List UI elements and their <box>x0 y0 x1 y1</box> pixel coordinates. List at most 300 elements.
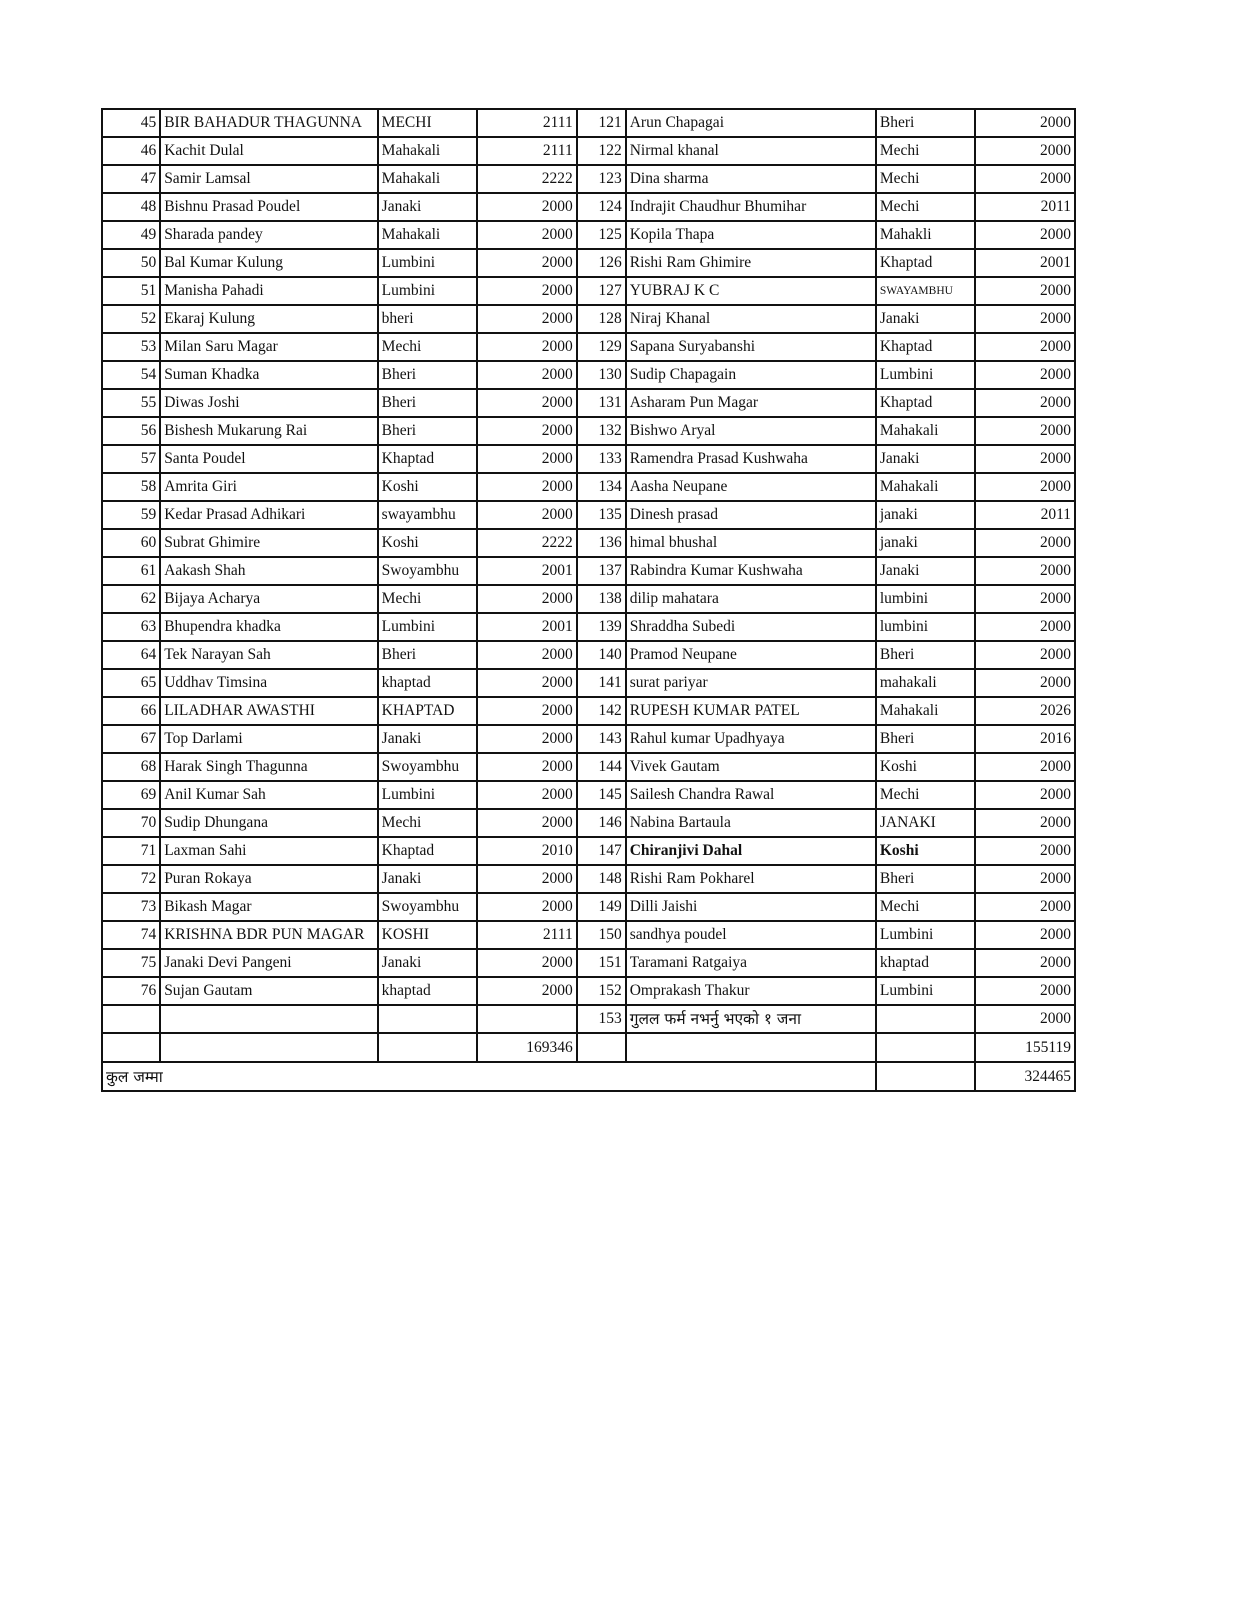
right-member-name: Omprakash Thakur <box>626 977 876 1005</box>
table-row <box>102 557 1075 585</box>
table-row <box>102 893 1075 921</box>
right-amount: 2000 <box>975 473 1075 501</box>
left-member-name: Sharada pandey <box>160 221 377 249</box>
left-row-number: 71 <box>102 837 160 865</box>
left-region <box>378 1005 477 1033</box>
right-member-name: YUBRAJ K C <box>626 277 876 305</box>
left-member-name: Samir Lamsal <box>160 165 377 193</box>
grand-total-amount: 324465 <box>975 1062 1075 1091</box>
left-member-name: Tek Narayan Sah <box>160 641 377 669</box>
right-region: Mechi <box>876 893 975 921</box>
left-amount: 2000 <box>477 697 577 725</box>
left-row-number: 73 <box>102 893 160 921</box>
left-row-number: 64 <box>102 641 160 669</box>
right-row-number: 124 <box>577 193 626 221</box>
right-amount: 2000 <box>975 641 1075 669</box>
left-amount: 2000 <box>477 865 577 893</box>
right-row-number: 139 <box>577 613 626 641</box>
table-footer <box>102 1033 1075 1091</box>
left-row-number: 54 <box>102 361 160 389</box>
left-member-name: Manisha Pahadi <box>160 277 377 305</box>
left-amount: 2010 <box>477 837 577 865</box>
left-region: khaptad <box>378 977 477 1005</box>
left-row-number: 45 <box>102 109 160 137</box>
right-amount: 2000 <box>975 221 1075 249</box>
right-region: janaki <box>876 529 975 557</box>
right-member-name: sandhya poudel <box>626 921 876 949</box>
right-region: Lumbini <box>876 921 975 949</box>
left-row-number: 57 <box>102 445 160 473</box>
left-member-name: Amrita Giri <box>160 473 377 501</box>
right-amount: 2000 <box>975 165 1075 193</box>
right-amount: 2000 <box>975 137 1075 165</box>
right-region <box>876 1005 975 1033</box>
left-row-number: 67 <box>102 725 160 753</box>
right-row-number: 135 <box>577 501 626 529</box>
right-row-number: 148 <box>577 865 626 893</box>
table-row <box>102 277 1075 305</box>
right-amount: 2000 <box>975 445 1075 473</box>
table-row <box>102 641 1075 669</box>
right-member-name: Chiranjivi Dahal <box>626 837 876 865</box>
left-region: Janaki <box>378 193 477 221</box>
left-region: Koshi <box>378 473 477 501</box>
right-member-name: Taramani Ratgaiya <box>626 949 876 977</box>
right-region: SWAYAMBHU <box>876 277 975 305</box>
subtotal-row <box>102 1033 1075 1062</box>
right-region: JANAKI <box>876 809 975 837</box>
right-amount: 2000 <box>975 893 1075 921</box>
right-row-number: 141 <box>577 669 626 697</box>
right-amount: 2000 <box>975 557 1075 585</box>
right-region: Mahakli <box>876 221 975 249</box>
left-amount: 2000 <box>477 725 577 753</box>
left-row-number: 52 <box>102 305 160 333</box>
left-member-name: Bishesh Mukarung Rai <box>160 417 377 445</box>
right-member-name: Sailesh Chandra Rawal <box>626 781 876 809</box>
left-amount: 2000 <box>477 305 577 333</box>
right-region: Mahakali <box>876 473 975 501</box>
left-region: Mahakali <box>378 137 477 165</box>
right-row-number: 126 <box>577 249 626 277</box>
left-member-name: Milan Saru Magar <box>160 333 377 361</box>
right-row-number: 145 <box>577 781 626 809</box>
left-row-number <box>102 1005 160 1033</box>
table-row <box>102 977 1075 1005</box>
left-region: Bheri <box>378 417 477 445</box>
right-amount: 2000 <box>975 949 1075 977</box>
left-region: KHAPTAD <box>378 697 477 725</box>
left-amount: 2111 <box>477 137 577 165</box>
left-amount: 2000 <box>477 473 577 501</box>
right-member-name: Rahul kumar Upadhyaya <box>626 725 876 753</box>
right-amount: 2011 <box>975 193 1075 221</box>
table-row <box>102 809 1075 837</box>
right-region: lumbini <box>876 613 975 641</box>
left-amount: 2000 <box>477 221 577 249</box>
right-member-name: Shraddha Subedi <box>626 613 876 641</box>
left-amount: 2000 <box>477 753 577 781</box>
right-amount: 2000 <box>975 361 1075 389</box>
table-row <box>102 865 1075 893</box>
right-row-number: 129 <box>577 333 626 361</box>
left-amount: 2000 <box>477 193 577 221</box>
right-amount: 2000 <box>975 585 1075 613</box>
right-region: Janaki <box>876 557 975 585</box>
table-row <box>102 193 1075 221</box>
left-member-name: Sudip Dhungana <box>160 809 377 837</box>
left-member-name: Bhupendra khadka <box>160 613 377 641</box>
left-row-number: 53 <box>102 333 160 361</box>
left-amount: 2000 <box>477 781 577 809</box>
left-row-number: 76 <box>102 977 160 1005</box>
left-member-name: Bal Kumar Kulung <box>160 249 377 277</box>
right-member-name: Kopila Thapa <box>626 221 876 249</box>
right-member-name: Dinesh prasad <box>626 501 876 529</box>
right-member-name: Sapana Suryabanshi <box>626 333 876 361</box>
right-region: Lumbini <box>876 977 975 1005</box>
right-region: Mahakali <box>876 417 975 445</box>
right-region: Mechi <box>876 165 975 193</box>
right-member-name: Pramod Neupane <box>626 641 876 669</box>
left-region: Mechi <box>378 809 477 837</box>
table-row <box>102 137 1075 165</box>
right-amount: 2000 <box>975 529 1075 557</box>
right-row-number: 150 <box>577 921 626 949</box>
right-region: lumbini <box>876 585 975 613</box>
right-region: khaptad <box>876 949 975 977</box>
left-member-name: Diwas Joshi <box>160 389 377 417</box>
subtotal-empty-cell <box>626 1033 876 1062</box>
left-region: Lumbini <box>378 277 477 305</box>
right-member-name: Arun Chapagai <box>626 109 876 137</box>
left-amount <box>477 1005 577 1033</box>
left-amount: 2000 <box>477 669 577 697</box>
left-region: Janaki <box>378 865 477 893</box>
right-row-number: 143 <box>577 725 626 753</box>
left-row-number: 60 <box>102 529 160 557</box>
right-member-name: Dilli Jaishi <box>626 893 876 921</box>
left-amount: 2000 <box>477 389 577 417</box>
left-member-name: Santa Poudel <box>160 445 377 473</box>
right-member-name: himal bhushal <box>626 529 876 557</box>
left-amount: 2000 <box>477 501 577 529</box>
right-region: Khaptad <box>876 333 975 361</box>
left-row-number: 62 <box>102 585 160 613</box>
table-row <box>102 585 1075 613</box>
right-row-number: 152 <box>577 977 626 1005</box>
right-region: Janaki <box>876 445 975 473</box>
right-member-name: Nabina Bartaula <box>626 809 876 837</box>
right-row-number: 153 <box>577 1005 626 1033</box>
right-member-name: Ramendra Prasad Kushwaha <box>626 445 876 473</box>
left-amount: 2000 <box>477 977 577 1005</box>
left-region: Swoyambhu <box>378 753 477 781</box>
table-row <box>102 501 1075 529</box>
table-body <box>102 109 1075 1033</box>
left-member-name: BIR BAHADUR THAGUNNA <box>160 109 377 137</box>
left-amount: 2001 <box>477 557 577 585</box>
left-member-name: Kedar Prasad Adhikari <box>160 501 377 529</box>
left-row-number: 58 <box>102 473 160 501</box>
left-member-name: Anil Kumar Sah <box>160 781 377 809</box>
subtotal-empty-cell <box>577 1033 626 1062</box>
right-row-number: 131 <box>577 389 626 417</box>
right-region: Mahakali <box>876 697 975 725</box>
table-row <box>102 837 1075 865</box>
right-amount: 2000 <box>975 921 1075 949</box>
left-region: Khaptad <box>378 837 477 865</box>
left-region: khaptad <box>378 669 477 697</box>
right-amount: 2000 <box>975 613 1075 641</box>
left-amount: 2000 <box>477 277 577 305</box>
left-region: Koshi <box>378 529 477 557</box>
left-member-name: Puran Rokaya <box>160 865 377 893</box>
subtotal-empty-cell <box>102 1033 160 1062</box>
right-amount: 2000 <box>975 109 1075 137</box>
left-member-name: Subrat Ghimire <box>160 529 377 557</box>
subtotal-empty-cell <box>378 1033 477 1062</box>
table-row <box>102 249 1075 277</box>
right-amount: 2001 <box>975 249 1075 277</box>
right-row-number: 122 <box>577 137 626 165</box>
right-region: Lumbini <box>876 361 975 389</box>
left-region: Bheri <box>378 641 477 669</box>
table-row <box>102 697 1075 725</box>
table-row <box>102 417 1075 445</box>
left-row-number: 47 <box>102 165 160 193</box>
left-row-number: 50 <box>102 249 160 277</box>
table-row <box>102 221 1075 249</box>
right-amount: 2000 <box>975 333 1075 361</box>
left-row-number: 59 <box>102 501 160 529</box>
left-region: Janaki <box>378 725 477 753</box>
left-amount: 2000 <box>477 417 577 445</box>
left-row-number: 63 <box>102 613 160 641</box>
right-amount: 2000 <box>975 837 1075 865</box>
right-row-number: 128 <box>577 305 626 333</box>
right-amount: 2000 <box>975 1005 1075 1033</box>
right-member-name: Rishi Ram Pokharel <box>626 865 876 893</box>
left-amount: 2000 <box>477 585 577 613</box>
right-row-number: 134 <box>577 473 626 501</box>
left-member-name: Sujan Gautam <box>160 977 377 1005</box>
table-row <box>102 165 1075 193</box>
right-row-number: 125 <box>577 221 626 249</box>
right-row-number: 140 <box>577 641 626 669</box>
left-region: Bheri <box>378 389 477 417</box>
right-member-name: Sudip Chapagain <box>626 361 876 389</box>
left-amount: 2000 <box>477 333 577 361</box>
right-amount: 2011 <box>975 501 1075 529</box>
left-amount: 2000 <box>477 641 577 669</box>
left-region: Lumbini <box>378 249 477 277</box>
right-amount: 2000 <box>975 977 1075 1005</box>
table-row <box>102 781 1075 809</box>
table-row <box>102 1005 1075 1033</box>
right-member-name: Bishwo Aryal <box>626 417 876 445</box>
grand-total-empty-cell <box>876 1062 975 1091</box>
right-member-name: Indrajit Chaudhur Bhumihar <box>626 193 876 221</box>
right-row-number: 142 <box>577 697 626 725</box>
right-member-name: dilip mahatara <box>626 585 876 613</box>
right-amount: 2000 <box>975 417 1075 445</box>
left-row-number: 69 <box>102 781 160 809</box>
right-region: Bheri <box>876 641 975 669</box>
right-row-number: 121 <box>577 109 626 137</box>
right-region: Bheri <box>876 865 975 893</box>
grand-total-label: कुल जम्मा <box>102 1062 876 1091</box>
left-region: bheri <box>378 305 477 333</box>
right-member-name: Asharam Pun Magar <box>626 389 876 417</box>
left-region: Khaptad <box>378 445 477 473</box>
left-amount: 2000 <box>477 893 577 921</box>
table-row <box>102 725 1075 753</box>
right-member-name: Vivek Gautam <box>626 753 876 781</box>
left-row-number: 66 <box>102 697 160 725</box>
right-region: Mechi <box>876 193 975 221</box>
left-row-number: 75 <box>102 949 160 977</box>
right-amount: 2000 <box>975 669 1075 697</box>
table-row <box>102 389 1075 417</box>
left-row-number: 74 <box>102 921 160 949</box>
left-amount: 2111 <box>477 109 577 137</box>
right-member-name: Rishi Ram Ghimire <box>626 249 876 277</box>
right-row-number: 138 <box>577 585 626 613</box>
left-amount: 2000 <box>477 361 577 389</box>
subtotal-empty-cell <box>876 1033 975 1062</box>
left-row-number: 65 <box>102 669 160 697</box>
left-region: Mechi <box>378 585 477 613</box>
left-member-name <box>160 1005 377 1033</box>
left-row-number: 70 <box>102 809 160 837</box>
right-row-number: 151 <box>577 949 626 977</box>
right-region: mahakali <box>876 669 975 697</box>
left-member-name: LILADHAR AWASTHI <box>160 697 377 725</box>
right-region: Koshi <box>876 753 975 781</box>
left-member-name: Janaki Devi Pangeni <box>160 949 377 977</box>
right-member-name: Aasha Neupane <box>626 473 876 501</box>
right-member-name: RUPESH KUMAR PATEL <box>626 697 876 725</box>
table-row <box>102 921 1075 949</box>
right-row-number: 130 <box>577 361 626 389</box>
right-amount: 2000 <box>975 753 1075 781</box>
left-row-number: 51 <box>102 277 160 305</box>
contribution-sheet <box>101 108 1076 1092</box>
left-member-name: Suman Khadka <box>160 361 377 389</box>
table-row <box>102 305 1075 333</box>
left-member-name: Top Darlami <box>160 725 377 753</box>
left-member-name: Uddhav Timsina <box>160 669 377 697</box>
right-row-number: 146 <box>577 809 626 837</box>
left-row-number: 61 <box>102 557 160 585</box>
left-region: Swoyambhu <box>378 893 477 921</box>
left-member-name: Aakash Shah <box>160 557 377 585</box>
left-member-name: Bijaya Acharya <box>160 585 377 613</box>
right-member-name: Nirmal khanal <box>626 137 876 165</box>
left-region: Janaki <box>378 949 477 977</box>
right-row-number: 147 <box>577 837 626 865</box>
table-row <box>102 333 1075 361</box>
left-row-number: 56 <box>102 417 160 445</box>
left-member-name: Kachit Dulal <box>160 137 377 165</box>
right-member-name: गुलल फर्म नभर्नु भएको १ जना <box>626 1005 876 1033</box>
right-amount: 2026 <box>975 697 1075 725</box>
right-amount: 2016 <box>975 725 1075 753</box>
left-row-number: 72 <box>102 865 160 893</box>
right-row-number: 149 <box>577 893 626 921</box>
right-region: Mechi <box>876 137 975 165</box>
left-row-number: 55 <box>102 389 160 417</box>
left-region: KOSHI <box>378 921 477 949</box>
grand-total-row <box>102 1062 1075 1091</box>
subtotal-empty-cell <box>160 1033 377 1062</box>
left-amount: 2000 <box>477 249 577 277</box>
left-subtotal: 169346 <box>477 1033 577 1062</box>
left-region: Lumbini <box>378 781 477 809</box>
left-member-name: Laxman Sahi <box>160 837 377 865</box>
left-row-number: 46 <box>102 137 160 165</box>
right-region: Koshi <box>876 837 975 865</box>
left-region: Mahakali <box>378 221 477 249</box>
right-row-number: 132 <box>577 417 626 445</box>
left-member-name: Bikash Magar <box>160 893 377 921</box>
right-region: Mechi <box>876 781 975 809</box>
table-row <box>102 669 1075 697</box>
right-amount: 2000 <box>975 781 1075 809</box>
right-member-name: Dina sharma <box>626 165 876 193</box>
left-member-name: KRISHNA BDR PUN MAGAR <box>160 921 377 949</box>
right-region: Khaptad <box>876 249 975 277</box>
right-region: Khaptad <box>876 389 975 417</box>
table-row <box>102 109 1075 137</box>
contribution-table <box>101 108 1076 1092</box>
right-amount: 2000 <box>975 865 1075 893</box>
left-member-name: Ekaraj Kulung <box>160 305 377 333</box>
right-row-number: 137 <box>577 557 626 585</box>
right-row-number: 127 <box>577 277 626 305</box>
right-row-number: 144 <box>577 753 626 781</box>
right-row-number: 123 <box>577 165 626 193</box>
left-amount: 2001 <box>477 613 577 641</box>
table-row <box>102 753 1075 781</box>
left-amount: 2222 <box>477 165 577 193</box>
left-region: Mahakali <box>378 165 477 193</box>
table-row <box>102 445 1075 473</box>
table-row <box>102 361 1075 389</box>
left-region: MECHI <box>378 109 477 137</box>
table-row <box>102 529 1075 557</box>
left-member-name: Harak Singh Thagunna <box>160 753 377 781</box>
right-subtotal: 155119 <box>975 1033 1075 1062</box>
left-row-number: 68 <box>102 753 160 781</box>
table-row <box>102 613 1075 641</box>
left-amount: 2222 <box>477 529 577 557</box>
left-amount: 2111 <box>477 921 577 949</box>
right-member-name: Rabindra Kumar Kushwaha <box>626 557 876 585</box>
right-region: Bheri <box>876 109 975 137</box>
table-row <box>102 949 1075 977</box>
left-row-number: 48 <box>102 193 160 221</box>
table-row <box>102 473 1075 501</box>
left-member-name: Bishnu Prasad Poudel <box>160 193 377 221</box>
right-amount: 2000 <box>975 277 1075 305</box>
right-amount: 2000 <box>975 389 1075 417</box>
right-amount: 2000 <box>975 809 1075 837</box>
left-region: Lumbini <box>378 613 477 641</box>
right-region: Bheri <box>876 725 975 753</box>
left-region: swayambhu <box>378 501 477 529</box>
